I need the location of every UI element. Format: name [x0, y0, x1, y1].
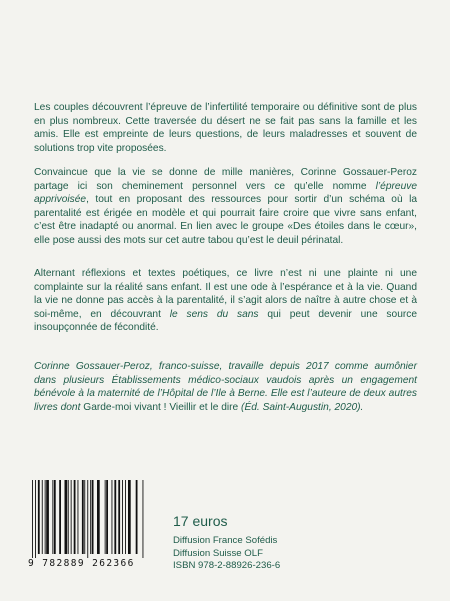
barcode-bar [78, 480, 79, 554]
barcode-bar [105, 480, 106, 554]
barcode-bar [74, 480, 76, 554]
p3-italic-phrase: le sens du sans [169, 308, 259, 320]
barcode-bar [125, 480, 126, 554]
p2-text-c: , tout en proposant des ressources pour sortir d’un schéma où la parentalité est érigée en modèle et qui pourrait faire croire que vivre sans enfant, c’est être inadapté ou anormal. En lien avec le groupe «Des étoiles dans le cœur», elle pose aussi des mots sur cet autre tabou qu’est le deuil périnatal. [34, 194, 417, 246]
barcode-bar [92, 480, 94, 554]
barcode-bar [82, 480, 84, 554]
isbn-text: ISBN 978-2-88926-236-6 [173, 560, 281, 571]
barcode-bar [65, 480, 68, 554]
barcode-bar [143, 480, 144, 558]
blurb-paragraph-2 [34, 166, 417, 248]
barcode-bar [112, 480, 113, 554]
barcode-bar [35, 480, 36, 558]
barcode-bar [128, 480, 131, 554]
p3-text-a: Alternant réflexions et textes poétiques, ce livre n’est ni une plainte ni une complainte sur la réalité sans enfant. Il est une ode à l’espérance et à la vie. Quand la vie ne donne pas accès à la parentalité, il s’agit alors de naître à autre chose et à soi-même, en découvrant [34, 268, 417, 320]
barcode [28, 478, 154, 572]
distribution-suisse: Diffusion Suisse OLF [173, 547, 263, 559]
barcode-digits: 9 782889 262366 [28, 558, 135, 569]
barcode-bar [45, 480, 46, 554]
barcode-bar [97, 480, 100, 554]
barcode-bar [68, 480, 69, 554]
bio-book-title: Garde-moi vivant ! Vieillir et le dire [83, 401, 239, 413]
p2-italic-phrase: l’épreuve apprivoisée [34, 180, 417, 206]
p3-text-c: qui peut devenir une source insoupçonnée de fécondité. [34, 308, 418, 334]
barcode-bar [52, 480, 53, 554]
price-block [173, 513, 280, 573]
barcode-bar [32, 480, 33, 558]
p2-text-a: Convaincue que la vie se donne de mille manières, Corinne Gossauer-Peroz partage ici son cheminement personnel vers ce qu’elle nomme [34, 167, 417, 192]
price: 17 euros [173, 513, 228, 529]
barcode-bar [106, 480, 108, 554]
barcode-bar [118, 480, 120, 554]
barcode-bar [38, 480, 40, 554]
barcode-bar [90, 480, 91, 554]
barcode-bar [71, 480, 72, 554]
barcode-bar [59, 480, 61, 554]
bio-text-c: (Éd. Saint-Augustin, 2020). [238, 401, 364, 413]
barcode-bar [42, 480, 43, 554]
bio-text-a: Corinne Gossauer-Peroz, franco-suisse, travaille depuis 2017 comme aumônier dans plusieurs Établissements médico-sociaux vaudois après un engagement bénévole à la maternité de l’Hôpital de l’Ile à Berne. Elle est l’auteure de deux autres livres dont [34, 361, 417, 413]
blurb-paragraph-3 [34, 267, 417, 335]
author-bio [34, 360, 417, 414]
distribution-france: Diffusion France Sofédis [173, 535, 278, 546]
blurb-paragraph-1: Les couples découvrent l’épreuve de l’infertilité temporaire ou définitive sont de plus en plus nombreux. Cette traversée du désert ne se fait pas sans la famille et les amis. Elle est empreinte de leurs questions, de leurs maladresses et souvent de solutions trop vite proposées. [34, 102, 417, 154]
barcode-bar [87, 480, 88, 558]
barcode-bar [46, 480, 49, 554]
barcode-bar [136, 480, 138, 554]
barcode-bars [28, 478, 154, 560]
barcode-bar [114, 480, 116, 554]
barcode-bar [54, 480, 56, 554]
barcode-bar [122, 480, 123, 554]
barcode-bar [84, 480, 85, 554]
